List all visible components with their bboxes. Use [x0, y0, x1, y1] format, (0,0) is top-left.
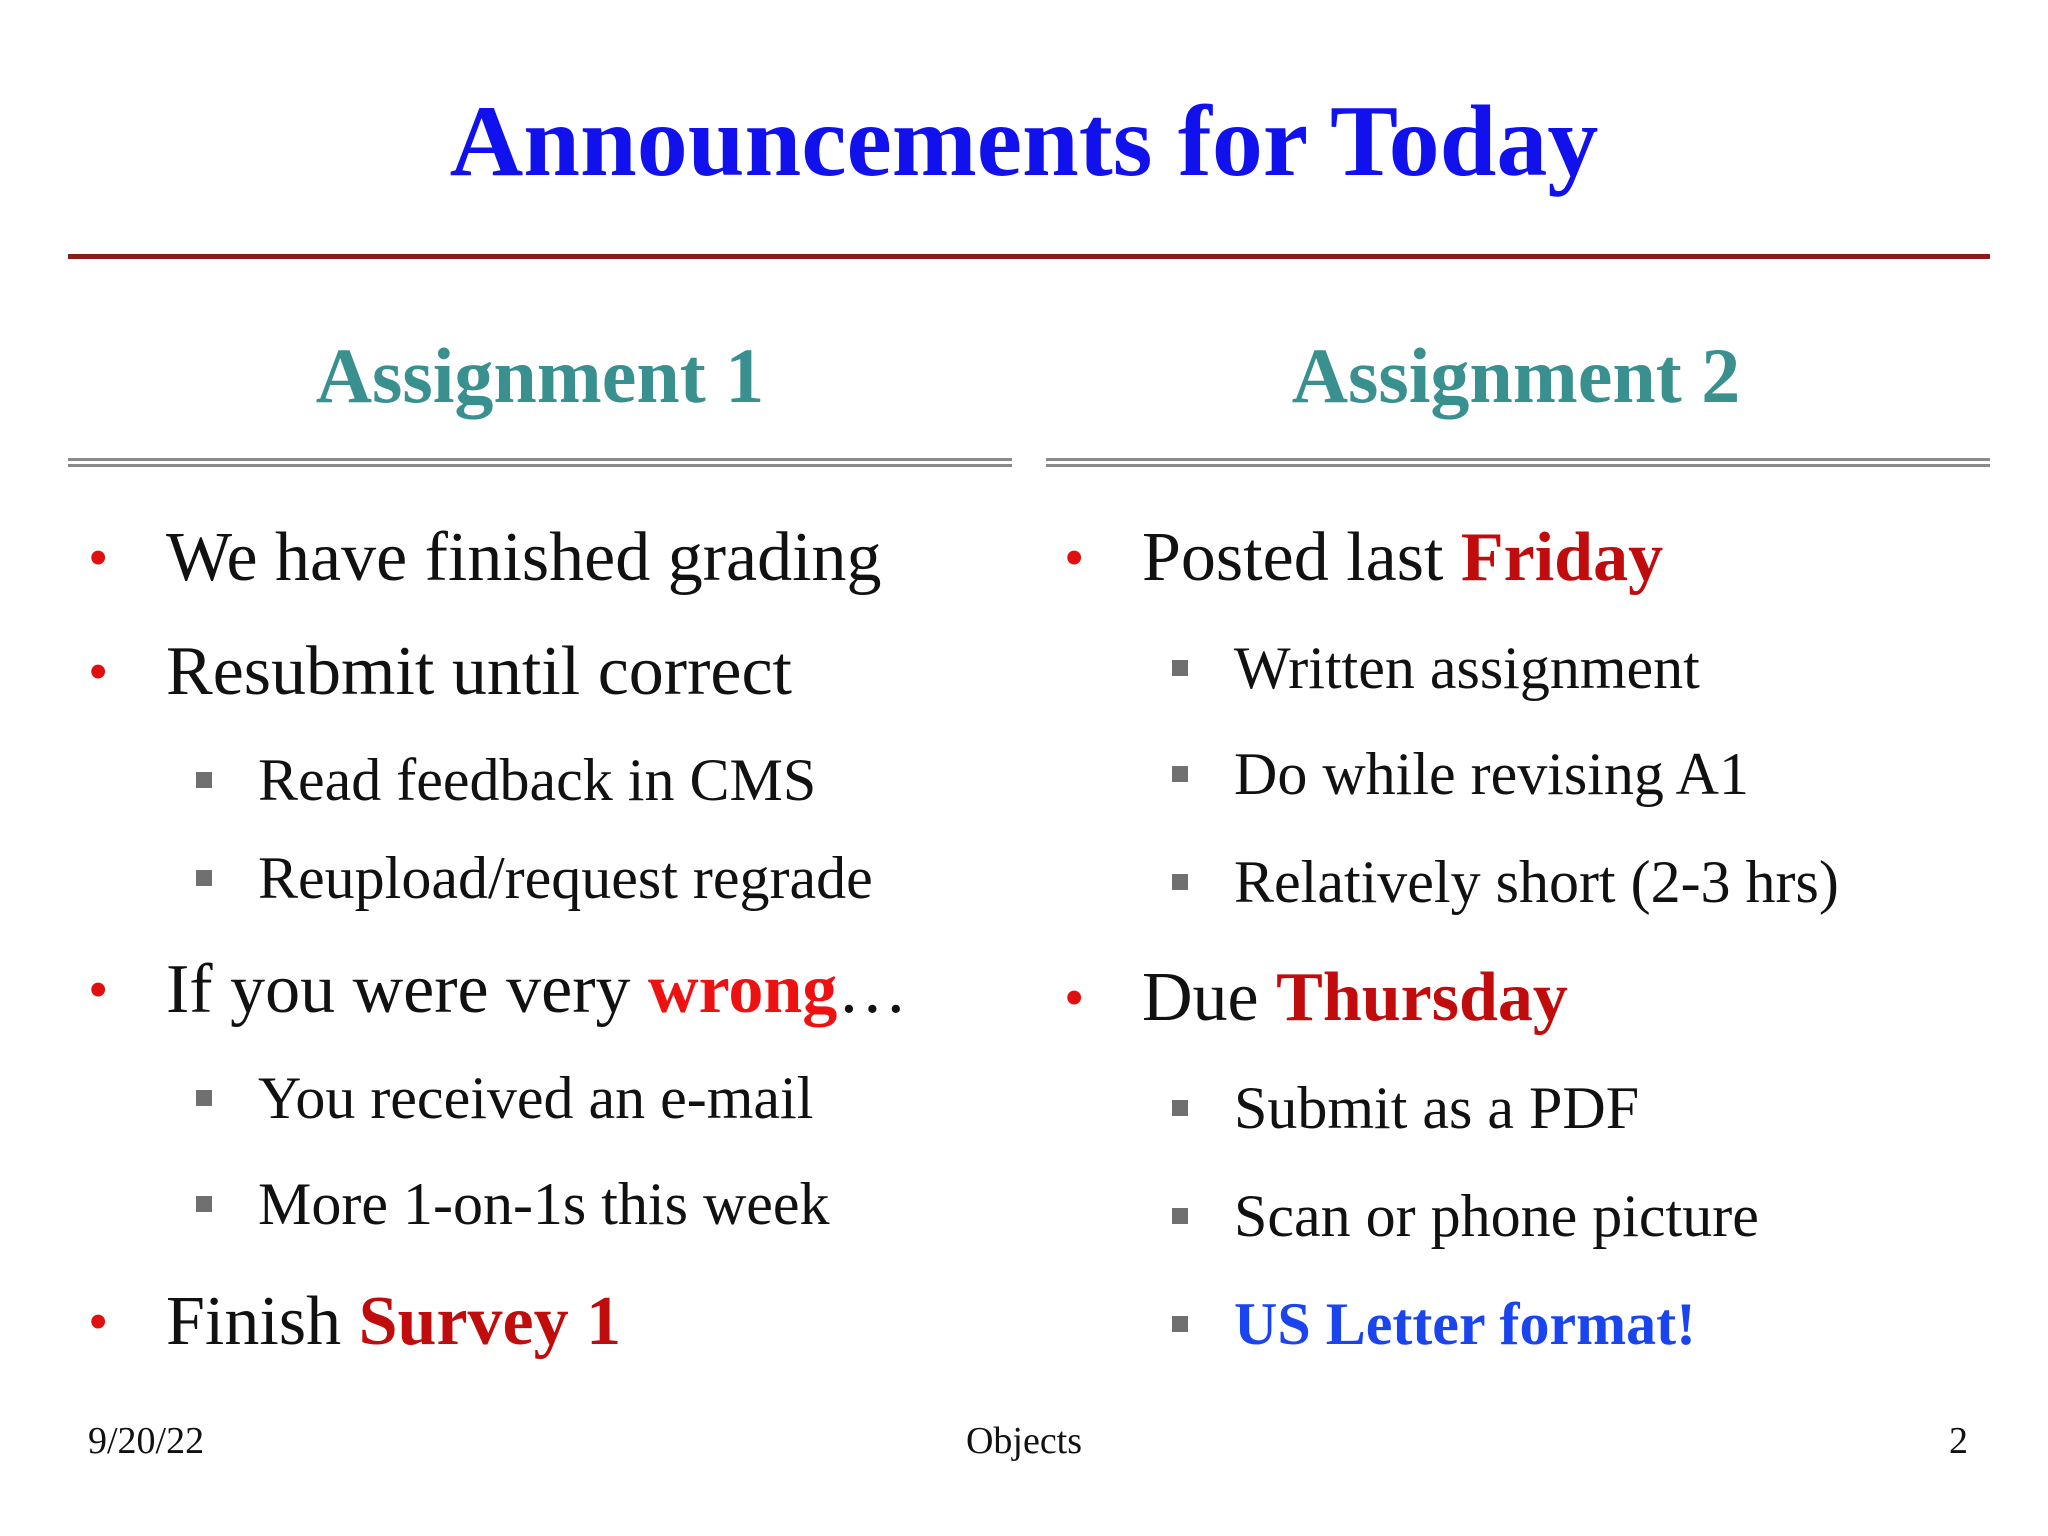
list-item-text: [1142, 956, 1568, 1040]
right-heading-rule: [1046, 458, 1990, 467]
sub-list-item-text: Relatively short (2-3 hrs): [1234, 849, 1839, 915]
list-item-text: [166, 1280, 621, 1364]
square-bullet-icon: [1172, 766, 1188, 782]
square-bullet-icon: [1172, 874, 1188, 890]
square-bullet-icon: [1172, 1100, 1188, 1116]
list-item-text: [166, 948, 907, 1032]
sub-list-item-text: Written assignment: [1234, 635, 1700, 701]
sub-list-item-text: More 1-on-1s this week: [258, 1171, 830, 1237]
emphasis-word: Thursday: [1276, 959, 1568, 1036]
square-bullet-icon: [196, 1196, 212, 1212]
sub-list-item-text: US Letter format!: [1234, 1291, 1697, 1357]
list-item-text-prefix: If you were very: [166, 951, 649, 1028]
bullet-dot-icon: •: [88, 957, 109, 1022]
list-item-text: Resubmit until correct: [166, 633, 792, 710]
list-item-text-prefix: Due: [1142, 959, 1277, 1036]
square-bullet-icon: [1172, 1316, 1188, 1332]
square-bullet-icon: [1172, 1208, 1188, 1224]
list-item-text-prefix: Finish: [166, 1283, 359, 1360]
sub-list-item-text: Read feedback in CMS: [258, 747, 817, 813]
list-item-text-prefix: Posted last: [1142, 519, 1461, 596]
sub-list-item-text: Scan or phone picture: [1234, 1183, 1759, 1249]
emphasis-word: Survey 1: [358, 1283, 622, 1360]
footer-page-number: 2: [1949, 1420, 1968, 1462]
list-item-text-suffix: …: [837, 951, 908, 1028]
emphasis-word: Friday: [1460, 519, 1664, 596]
bullet-dot-icon: •: [88, 1289, 109, 1354]
bullet-dot-icon: •: [1064, 525, 1085, 590]
square-bullet-icon: [196, 772, 212, 788]
square-bullet-icon: [196, 870, 212, 886]
bullet-dot-icon: •: [1064, 965, 1085, 1030]
sub-list-item-text: You received an e-mail: [258, 1065, 814, 1131]
sub-list-item-text: Reupload/request regrade: [258, 845, 873, 911]
sub-list-item-text: Submit as a PDF: [1234, 1075, 1640, 1141]
list-item-text: [1142, 516, 1663, 600]
bullet-dot-icon: •: [88, 525, 109, 590]
list-item-text: We have finished grading: [166, 519, 882, 596]
emphasis-word: wrong: [648, 951, 838, 1028]
title-divider: [68, 254, 1990, 259]
sub-list-item-text: Do while revising A1: [1234, 741, 1749, 807]
left-heading-rule: [68, 458, 1012, 467]
footer-topic: Objects: [965, 1420, 1083, 1462]
slide-title: Announcements for Today: [449, 85, 1599, 198]
bullet-dot-icon: •: [88, 639, 109, 704]
square-bullet-icon: [1172, 660, 1188, 676]
right-column-heading: Assignment 2: [1291, 332, 1741, 419]
left-column-heading: Assignment 1: [315, 332, 765, 419]
footer-date: 9/20/22: [88, 1420, 205, 1462]
square-bullet-icon: [196, 1090, 212, 1106]
